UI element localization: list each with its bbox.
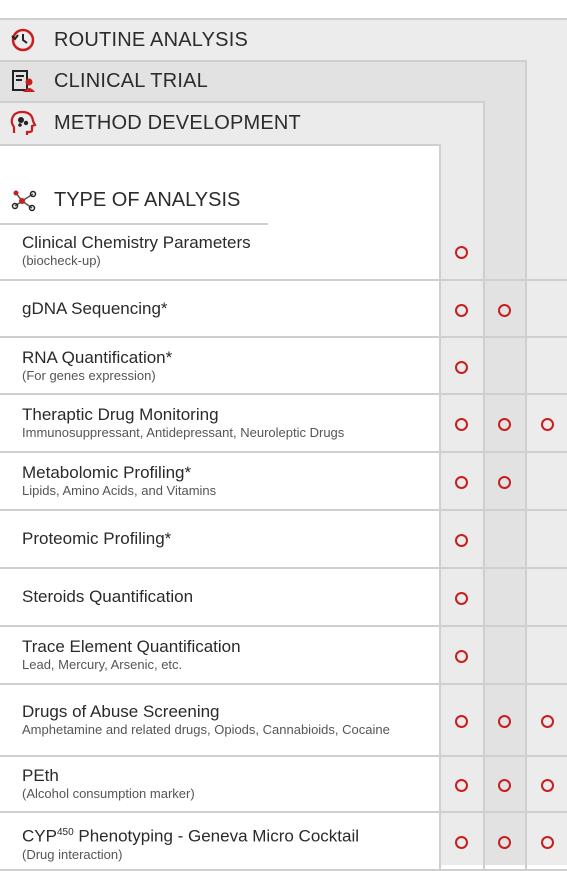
analysis-name: RNA Quantification*	[22, 348, 173, 367]
header-type-of-analysis	[0, 177, 268, 225]
column-divider	[483, 627, 485, 683]
clinical-marker	[498, 715, 511, 728]
column-divider	[439, 395, 441, 451]
analysis-name: PEth	[22, 766, 59, 785]
routine-marker	[455, 246, 468, 259]
column-divider	[525, 627, 527, 683]
row-text	[22, 766, 432, 802]
column-divider	[525, 685, 527, 755]
table-row	[0, 395, 567, 453]
method-marker	[541, 715, 554, 728]
row-text	[22, 348, 432, 384]
header-clinical-trial	[0, 61, 208, 101]
analysis-description: Lipids, Amino Acids, and Vitamins	[22, 483, 217, 498]
routine-marker	[455, 836, 468, 849]
analysis-name: Metabolomic Profiling*	[22, 463, 192, 482]
routine-marker	[455, 361, 468, 374]
checklist-person-icon	[8, 66, 38, 96]
column-divider	[439, 338, 441, 393]
column-divider	[483, 395, 485, 451]
head-gears-icon	[8, 108, 38, 138]
molecule-network-icon	[10, 185, 40, 215]
table-row	[0, 281, 567, 338]
clinical-marker	[498, 304, 511, 317]
table-row	[0, 511, 567, 569]
table-row	[0, 338, 567, 395]
table-row	[0, 757, 567, 813]
routine-marker	[455, 418, 468, 431]
column-divider	[525, 453, 527, 509]
column-divider	[439, 222, 441, 279]
row-text	[22, 299, 432, 319]
routine-marker	[455, 779, 468, 792]
analysis-description: (Drug interaction)	[22, 846, 123, 862]
analysis-description: Immunosuppressant, Antidepressant, Neuroleptic Drugs	[22, 425, 345, 440]
column-divider	[483, 222, 485, 279]
clinical-marker	[498, 418, 511, 431]
analysis-name: Proteomic Profiling*	[22, 529, 172, 548]
column-divider	[525, 395, 527, 451]
clinical-marker	[498, 476, 511, 489]
routine-marker	[455, 304, 468, 317]
routine-marker	[455, 650, 468, 663]
analysis-description: Lead, Mercury, Arsenic, etc.	[22, 657, 183, 672]
analysis-name: Clinical Chemistry Parameters	[22, 233, 251, 252]
row-text	[22, 405, 432, 441]
analysis-description: Amphetamine and related drugs, Opiods, Cannabioids, Cocaine	[22, 722, 390, 737]
table-row	[0, 627, 567, 685]
row-text	[22, 823, 432, 863]
method-marker	[541, 836, 554, 849]
column-divider	[483, 338, 485, 393]
header-clinical-label: CLINICAL TRIAL	[54, 69, 208, 92]
row-text	[22, 587, 432, 607]
routine-marker	[455, 476, 468, 489]
column-divider	[525, 813, 527, 869]
column-divider	[439, 511, 441, 567]
header-routine-label: ROUTINE ANALYSIS	[54, 28, 248, 51]
analysis-name: Theraptic Drug Monitoring	[22, 405, 219, 424]
clock-cycle-icon	[8, 25, 38, 55]
header-method-label: METHOD DEVELOPMENT	[54, 111, 301, 134]
routine-marker	[455, 592, 468, 605]
row-text	[22, 529, 432, 549]
table-row	[0, 813, 567, 871]
analysis-description: (biocheck-up)	[22, 253, 101, 268]
row-text	[22, 463, 432, 499]
analysis-name: Steroids Quantification	[22, 587, 194, 606]
column-divider	[525, 757, 527, 811]
header-method-development	[0, 103, 301, 143]
analysis-name	[22, 823, 432, 847]
routine-marker	[455, 534, 468, 547]
clinical-marker	[498, 779, 511, 792]
column-divider	[483, 685, 485, 755]
header-routine-analysis	[0, 20, 248, 60]
column-divider	[439, 281, 441, 336]
column-divider	[439, 685, 441, 755]
column-divider	[483, 569, 485, 625]
column-divider	[483, 453, 485, 509]
table-row	[0, 222, 567, 281]
analysis-description: (For genes expression)	[22, 368, 156, 383]
analysis-name: Trace Element Quantification	[22, 637, 241, 656]
analysis-description: (Alcohol consumption marker)	[22, 786, 195, 801]
table-row	[0, 569, 567, 627]
column-divider	[525, 338, 527, 393]
column-divider	[525, 222, 527, 279]
column-divider	[483, 511, 485, 567]
row-text	[22, 637, 432, 673]
column-divider	[439, 569, 441, 625]
routine-marker	[455, 715, 468, 728]
column-divider	[483, 757, 485, 811]
row-text	[22, 702, 432, 738]
analysis-name-part: CYP	[22, 826, 57, 846]
method-marker	[541, 418, 554, 431]
method-marker	[541, 779, 554, 792]
column-divider	[439, 627, 441, 683]
column-divider	[525, 281, 527, 336]
column-divider	[483, 281, 485, 336]
clinical-marker	[498, 836, 511, 849]
column-divider	[483, 813, 485, 869]
header-type-label: TYPE OF ANALYSIS	[54, 188, 241, 211]
column-divider	[525, 569, 527, 625]
table-row	[0, 453, 567, 511]
analysis-name: gDNA Sequencing*	[22, 299, 168, 318]
column-divider	[525, 511, 527, 567]
analysis-name-superscript: 450	[56, 827, 74, 838]
analysis-name-rest: Phenotyping - Geneva Micro Cocktail	[73, 826, 360, 846]
row-text	[22, 233, 432, 269]
column-divider	[439, 813, 441, 869]
column-divider	[439, 757, 441, 811]
analysis-name: Drugs of Abuse Screening	[22, 702, 220, 721]
table-row	[0, 685, 567, 757]
column-divider	[439, 453, 441, 509]
